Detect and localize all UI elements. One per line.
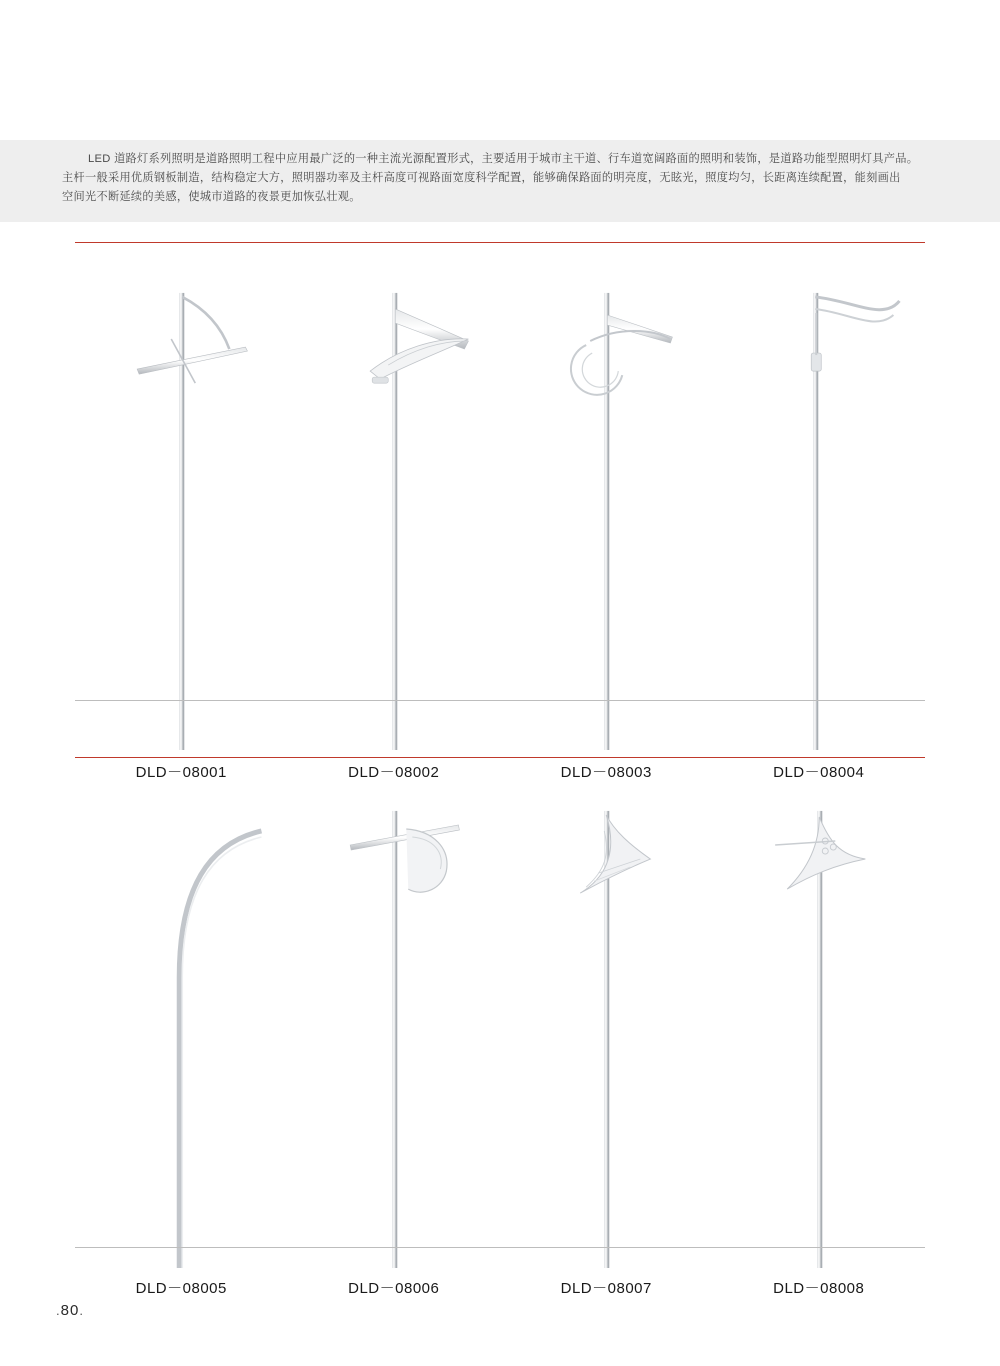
intro-line-3: 空间光不断延续的美感，使城市道路的夜景更加恢弘壮观。	[62, 191, 361, 203]
product-caption: DLD－08002	[348, 764, 440, 781]
folio-number: 80	[60, 1302, 80, 1319]
folio-dot-left: .	[56, 1303, 61, 1318]
product-caption: DLD－08004	[773, 764, 865, 781]
product-cell	[500, 250, 713, 781]
product-cell	[288, 250, 501, 781]
folio-dot-right: .	[79, 1303, 84, 1318]
section-rule-top	[75, 242, 925, 243]
product-cell	[288, 768, 501, 1297]
product-row-1	[75, 250, 925, 781]
product-caption: DLD－08008	[773, 1280, 865, 1297]
streetlight-figure-8	[713, 768, 926, 1268]
caption-rule-1	[75, 700, 925, 701]
product-cell	[713, 768, 926, 1297]
product-caption: DLD－08006	[348, 1280, 440, 1297]
section-rule-middle	[75, 757, 925, 758]
product-caption: DLD－08003	[560, 764, 652, 781]
intro-line-1: LED 道路灯系列照明是道路照明工程中应用最广泛的一种主流光源配置形式，主要适用于城市主干道、行车道宽阔路面的照明和装饰，是道路功能型照明灯具产品。	[88, 153, 919, 165]
intro-line-2: 主杆一般采用优质钢板制造，结构稳定大方，照明器功率及主杆高度可视路面宽度科学配置，能够确保路面的明亮度，无眩光，照度均匀，长距离连续配置，能刻画出	[62, 172, 901, 184]
streetlight-figure-6	[288, 768, 501, 1268]
product-caption: DLD－08007	[560, 1280, 652, 1297]
product-cell	[713, 250, 926, 781]
product-row-2	[75, 768, 925, 1297]
caption-rule-2	[75, 1247, 925, 1248]
intro-text	[62, 150, 942, 207]
product-cell	[75, 250, 288, 781]
streetlight-figure-2	[288, 250, 501, 750]
streetlight-figure-4	[713, 250, 926, 750]
streetlight-figure-3	[500, 250, 713, 750]
product-cell	[500, 768, 713, 1297]
streetlight-figure-1	[75, 250, 288, 750]
product-caption: DLD－08005	[135, 1280, 227, 1297]
page-folio	[56, 1302, 84, 1319]
product-cell	[75, 768, 288, 1297]
streetlight-figure-7	[500, 768, 713, 1268]
streetlight-figure-5	[75, 768, 288, 1268]
product-caption: DLD－08001	[135, 764, 227, 781]
